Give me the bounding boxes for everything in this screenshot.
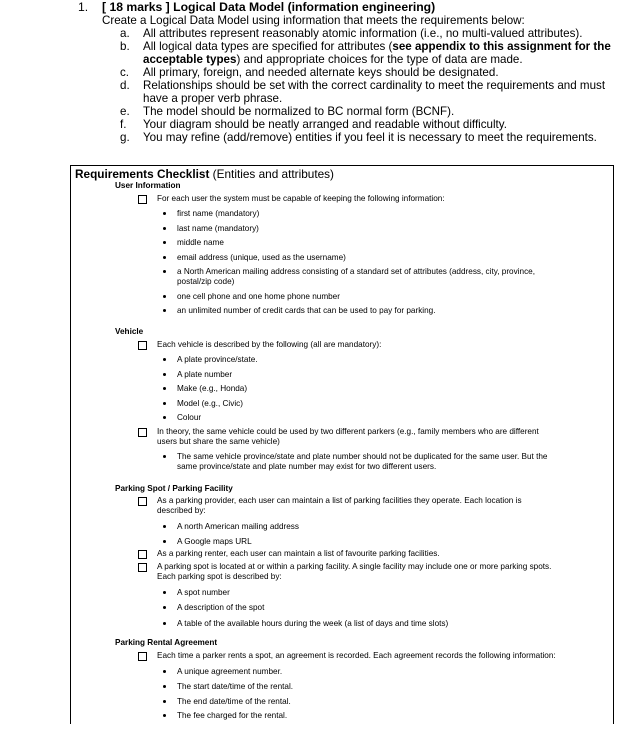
checklist-item-text: Each time a parker rents a spot, an agreement is recorded. Each agreement records the following information: xyxy=(157,651,556,660)
bullet-text: email address (unique, used as the username) xyxy=(177,253,346,262)
requirement-item: g. You may refine (add/remove) entities if you feel it is necessary to meet the requirements. xyxy=(120,131,597,144)
bullet-text: A plate number xyxy=(177,370,233,379)
requirement-item: e. The model should be normalized to BC normal form (BCNF). xyxy=(120,105,455,118)
bullet-icon xyxy=(163,685,166,688)
bullet-text: The start date/time of the rental. xyxy=(177,682,294,691)
bullet-icon xyxy=(163,591,166,594)
checkbox[interactable] xyxy=(138,563,147,572)
requirements-list xyxy=(120,27,625,144)
bullet-text: Make (e.g., Honda) xyxy=(177,384,248,393)
section-heading-rental: Parking Rental Agreement xyxy=(115,638,218,647)
bullet-text: A table of the available hours during the week (a list of days and time slots) xyxy=(177,619,449,628)
appendix-reference: see appendix to this assignment for the acceptable types xyxy=(143,40,611,66)
bullet-icon xyxy=(163,309,166,312)
checklist-item-text: In theory, the same vehicle could be used by two different parkers (e.g., family members who are different xyxy=(157,427,539,436)
bullet-icon xyxy=(163,270,166,273)
question-header xyxy=(78,0,628,14)
bullet-icon xyxy=(163,622,166,625)
bullet-text: A spot number xyxy=(177,588,230,597)
bullet-icon xyxy=(163,227,166,230)
bullet-text: first name (mandatory) xyxy=(177,209,260,218)
section-heading-user: User Information xyxy=(115,181,181,190)
checkbox[interactable] xyxy=(138,652,147,661)
requirement-item: c. All primary, foreign, and needed alternate keys should be designated. xyxy=(120,66,499,79)
bullet-text: A north American mailing address xyxy=(177,522,299,531)
checkbox[interactable] xyxy=(138,341,147,350)
checklist-item-text: A parking spot is located at or within a parking facility. A single facility may include one or more parking spots. xyxy=(157,562,552,571)
bullet-text: Colour xyxy=(177,413,202,422)
checkbox[interactable] xyxy=(138,550,147,559)
question-number: 1. xyxy=(78,0,89,14)
bullet-icon xyxy=(163,714,166,717)
requirement-item: f. Your diagram should be neatly arranged and readable without difficulty. xyxy=(120,118,507,131)
bullet-text: an unlimited number of credit cards that can be used to pay for parking. xyxy=(177,306,436,315)
bullet-text: The fee charged for the rental. xyxy=(177,711,288,720)
question-intro: Create a Logical Data Model using information that meets the requirements below: xyxy=(102,14,525,27)
checklist-title: Requirements Checklist (Entities and attributes) xyxy=(75,167,334,181)
bullet-icon xyxy=(163,670,166,673)
checklist-item-text-continued: described by: xyxy=(157,506,206,515)
bullet-icon xyxy=(163,373,166,376)
bullet-icon xyxy=(163,402,166,405)
bullet-icon xyxy=(163,241,166,244)
bullet-text-continued: postal/zip code) xyxy=(177,277,235,286)
bullet-icon xyxy=(163,295,166,298)
bullet-text: a North American mailing address consisting of a standard set of attributes (address, city, province, xyxy=(177,267,535,276)
section-heading-parking: Parking Spot / Parking Facility xyxy=(115,484,233,493)
bullet-text: one cell phone and one home phone number xyxy=(177,292,340,301)
bullet-icon xyxy=(163,358,166,361)
bullet-text: A plate province/state. xyxy=(177,355,258,364)
bullet-text: The same vehicle province/state and plate number should not be duplicated for the same user. But the xyxy=(177,452,548,461)
question-title: [ 18 marks ] Logical Data Model (information engineering) xyxy=(102,0,436,14)
bullet-text-continued: same province/state and plate number may exist for two different users. xyxy=(177,462,437,471)
bullet-icon xyxy=(163,700,166,703)
bullet-icon xyxy=(163,256,166,259)
bullet-icon xyxy=(163,525,166,528)
bullet-icon xyxy=(163,455,166,458)
checklist-item-text: Each vehicle is described by the following (all are mandatory): xyxy=(157,340,382,349)
requirement-item: d. Relationships should be set with the correct cardinality to meet the requirements and must have a proper verb phrase. xyxy=(120,79,606,105)
bullet-text: middle name xyxy=(177,238,224,247)
bullet-text: A unique agreement number. xyxy=(177,667,283,676)
checkbox[interactable] xyxy=(138,195,147,204)
checkbox[interactable] xyxy=(138,428,147,437)
bullet-text: A description of the spot xyxy=(177,603,265,612)
checklist-item-text: As a parking provider, each user can maintain a list of parking facilities they operate. Each location is xyxy=(157,496,522,505)
checklist-item-text-continued: users but share the same vehicle) xyxy=(157,437,280,446)
bullet-icon xyxy=(163,606,166,609)
bullet-icon xyxy=(163,212,166,215)
section-heading-vehicle: Vehicle xyxy=(115,327,144,336)
requirement-item: a. All attributes represent reasonably atomic information (i.e., no multi-valued attributes). xyxy=(120,27,583,40)
bullet-icon xyxy=(163,416,166,419)
checklist-item-text: For each user the system must be capable of keeping the following information: xyxy=(157,194,445,203)
bullet-icon xyxy=(163,387,166,390)
bullet-text: last name (mandatory) xyxy=(177,224,259,233)
requirement-item: b. All logical data types are specified for attributes (see appendix to this assignment for the acceptable types) and appropriate choices for the type of data are made. xyxy=(120,40,611,66)
checklist-item-text: As a parking renter, each user can maintain a list of favourite parking facilities. xyxy=(157,549,440,558)
bullet-text: A Google maps URL xyxy=(177,537,252,546)
checkbox[interactable] xyxy=(138,497,147,506)
bullet-text: The end date/time of the rental. xyxy=(177,697,291,706)
requirements-checklist-box xyxy=(70,165,614,724)
bullet-icon xyxy=(163,540,166,543)
bullet-text: Model (e.g., Civic) xyxy=(177,399,243,408)
checklist-item-text-continued: Each parking spot is described by: xyxy=(157,572,282,581)
